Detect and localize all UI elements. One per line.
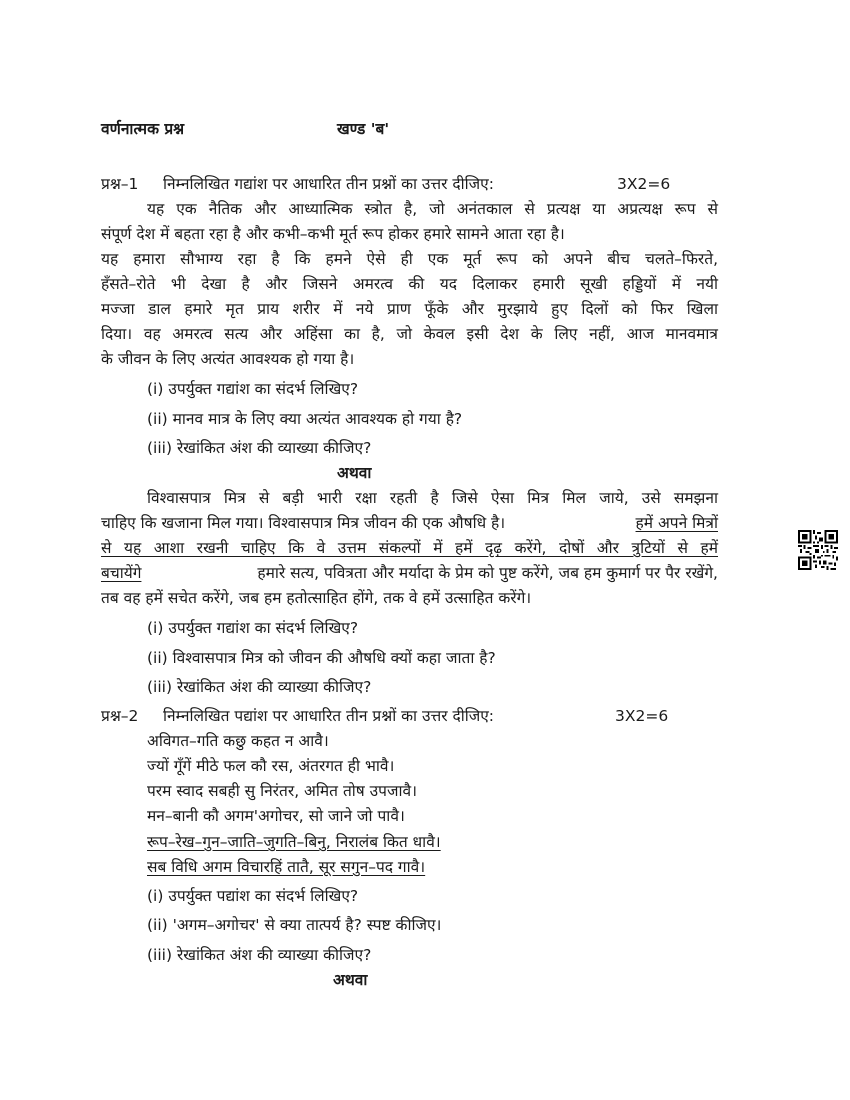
q2-subquestion: (i) उपर्युक्त पद्यांश का संदर्भ लिखिए?: [147, 887, 359, 905]
underlined-text: बचायेंगे: [101, 564, 142, 582]
q1-subquestion: (ii) मानव मात्र के लिए क्या अत्यंत आवश्यक हो गया है?: [147, 410, 463, 428]
or-divider: अथवा: [333, 971, 368, 989]
passage-text: चाहिए कि खजाना मिल गया। विश्वासपात्र मित्र जीवन की एक औषधि है।: [101, 514, 506, 532]
q1-instruction: निम्नलिखित गद्यांश पर आधारित तीन प्रश्नों का उत्तर दीजिए:: [163, 175, 494, 193]
qr-code-icon: [798, 530, 838, 570]
q2-verse-line: अविगत–गति कछु कहत न आवै।: [147, 732, 329, 750]
q2-verse-underlined: रूप–रेख–गुन–जाति–जुगति–बिनु, निरालंब कित धावै।: [147, 833, 441, 851]
q2-instruction: निम्नलिखित पद्यांश पर आधारित तीन प्रश्नों का उत्तर दीजिए:: [163, 707, 495, 725]
q1-passage-a-line: हँसते–रोते भी देखा है और जिसने अमरत्व की यद दिलाकर हमारी सूखी हड्डियों में नयी: [101, 275, 718, 293]
q2-verse-line: परम स्वाद सबही सु निरंतर, अमित तोष उपजावै।: [147, 782, 417, 800]
q1-passage-b-line: [101, 562, 718, 584]
underlined-text: से यह आशा रखनी चाहिए कि वे उत्तम संकल्पों में हमें दृढ़ करेंगे, दोषों और त्रुटियों से हमें: [101, 539, 718, 557]
q1-subquestion: (ii) विश्वासपात्र मित्र को जीवन की औषधि क्यों कहा जाता है?: [147, 649, 496, 667]
q2-subquestion: (ii) 'अगम–अगोचर' से क्या तात्पर्य है? स्पष्ट कीजिए।: [147, 916, 442, 934]
q1-subquestion: (iii) रेखांकित अंश की व्याख्या कीजिए?: [147, 439, 372, 457]
q2-subquestion: (iii) रेखांकित अंश की व्याख्या कीजिए?: [147, 946, 372, 964]
q1-passage-a-line: मज्जा डाल हमारे मृत प्राय शरीर में नये प्राण फूँके और मुरझाये हुए दिलों को फिर खिला: [101, 300, 718, 318]
q1-marks: 3X2=6: [617, 175, 671, 193]
q2-verse-line: मन–बानी कौ अगम'अगोचर, सो जाने जो पावै।: [147, 807, 405, 825]
q1-passage-a-line: संपूर्ण देश में बहता रहा है और कभी–कभी मूर्त रूप होकर हमारे सामने आता रहा है।: [101, 225, 565, 243]
section-name: खण्ड 'ब': [337, 120, 390, 138]
q1-label: प्रश्न–1: [101, 175, 139, 193]
q1-subquestion: (i) उपर्युक्त गद्यांश का संदर्भ लिखिए?: [147, 380, 359, 398]
underlined-text: हमें अपने मित्रों: [635, 514, 718, 532]
passage-text: हमारे सत्य, पवित्रता और मर्यादा के प्रेम को पुष्ट करेंगे, जब हम कुमार्ग पर पैर रखेंगे,: [257, 564, 718, 582]
q1-passage-a-line: यह हमारा सौभाग्य रहा है कि हमने ऐसे ही एक मूर्त रूप को अपने बीच चलते–फिरते,: [101, 250, 718, 268]
or-divider: अथवा: [337, 464, 372, 482]
q1-subquestion: (iii) रेखांकित अंश की व्याख्या कीजिए?: [147, 678, 372, 696]
q1-passage-b-line: तब वह हमें सचेत करेंगे, जब हम हतोत्साहित होंगे, तक वे हमें उत्साहित करेंगे।: [101, 589, 532, 607]
section-type: वर्णनात्मक प्रश्न: [101, 120, 185, 138]
q1-passage-a-line: दिया। वह अमरत्व सत्य और अहिंसा का है, जो केवल इसी देश के लिए नहीं, आज मानवमात्र: [101, 325, 718, 343]
q2-label: प्रश्न–2: [101, 707, 139, 725]
q2-verse-underlined: सब विधि अगम विचारहिं तातै, सूर सगुन–पद गावै।: [147, 858, 426, 876]
q1-passage-a-line: के जीवन के लिए अत्यंत आवश्यक हो गया है।: [101, 350, 355, 368]
q2-verse-line: ज्यों गूँगें मीठे फल कौ रस, अंतरगत ही भावै।: [147, 757, 395, 775]
q1-passage-b-line: [101, 512, 718, 534]
q1-subquestion: (i) उपर्युक्त गद्यांश का संदर्भ लिखिए?: [147, 619, 359, 637]
q2-marks: 3X2=6: [615, 707, 669, 725]
q1-passage-a-line: यह एक नैतिक और आध्यात्मिक स्त्रोत है, जो अनंतकाल से प्रत्यक्ष या अप्रत्यक्ष रूप से: [147, 200, 718, 218]
q1-passage-b-line: विश्वासपात्र मित्र से बड़ी भारी रक्षा रहती है जिसे ऐसा मित्र मिल जाये, उसे समझना: [147, 489, 718, 507]
